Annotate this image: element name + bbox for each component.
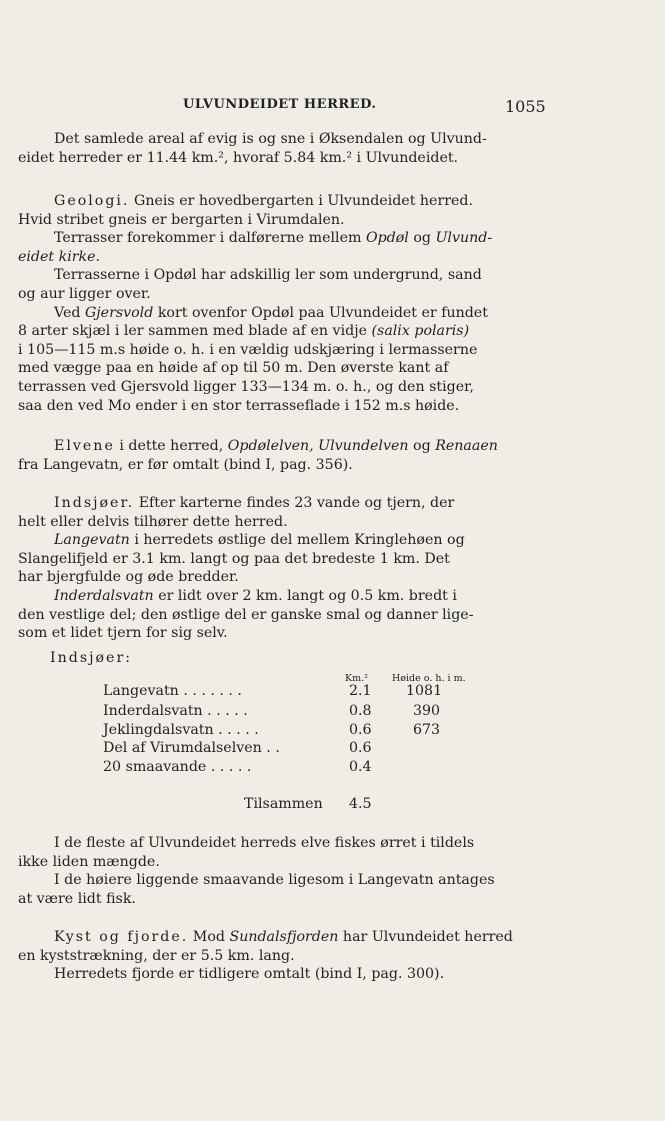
paragraph-area — [18, 130, 540, 167]
text-line: den vestlige del; den østlige del er ganske smal og danner lige- — [18, 606, 474, 623]
running-header: ULVUNDEIDET HERRED. — [183, 97, 377, 112]
text-line: og aur ligger over. — [18, 285, 151, 302]
section-heading: Geologi. — [54, 193, 130, 209]
total-value: 4.5 — [349, 796, 372, 812]
column-header-km: Km.² — [345, 673, 368, 684]
text-line: saa den ved Mo ender i en stor terrasseflade i 152 m.s høide. — [18, 397, 460, 414]
text-line: I de høiere liggende smaavande ligesom i Langevatn antages — [54, 872, 495, 889]
text-line: eidet kirke. — [18, 248, 101, 265]
table-cell-km: 2.1 — [349, 683, 372, 699]
table-cell-hoide: 673 — [413, 722, 441, 738]
section-indsjoer — [18, 494, 540, 643]
table-cell-hoide: 1081 — [406, 683, 443, 699]
table-label: Indsjøer: — [50, 650, 133, 666]
text-line: Geologi. Gneis er hovedbergarten i Ulvundeidet herred. — [54, 193, 474, 209]
section-heading: Indsjøer. — [54, 495, 135, 511]
section-heading: Kyst og fjorde. — [54, 929, 189, 945]
text-line: Terrasser forekommer i dalførerne mellem Opdøl og Ulvund- — [54, 230, 493, 247]
text-line: Inderdalsvatn er lidt over 2 km. langt og 0.5 km. bredt i — [54, 587, 457, 604]
text-line: en kyststrækning, der er 5.5 km. lang. — [18, 947, 295, 964]
text-line: eidet herreder er 11.44 km.², hvoraf 5.84 km.² i Ulvundeidet. — [18, 149, 459, 166]
text-line: helt eller delvis tilhører dette herred. — [18, 513, 288, 530]
table-cell-km: 0.4 — [349, 759, 372, 775]
table-cell-km: 0.6 — [349, 740, 372, 756]
table-cell-hoide: 390 — [413, 703, 441, 719]
text-line: fra Langevatn, er før omtalt (bind I, pag. 356). — [18, 456, 353, 473]
text-line: 8 arter skjæl i ler sammen med blade af en vidje (salix polaris) — [18, 323, 470, 340]
text-line: som et lidet tjern for sig selv. — [18, 625, 228, 642]
text-line: i 105—115 m.s høide o. h. i en vældig udskjæring i lermasserne — [18, 341, 478, 358]
table-row-name: 20 smaavande . . . . . — [103, 759, 252, 775]
table-row-name: Del af Virumdalselven . . — [103, 740, 280, 756]
section-kyst — [18, 928, 540, 984]
text-line: Indsjøer. Efter karterne findes 23 vande og tjern, der — [54, 495, 455, 511]
text-line: Herredets fjorde er tidligere omtalt (bind I, pag. 300). — [54, 966, 445, 983]
table-row-name: Jeklingdalsvatn . . . . . — [103, 722, 259, 738]
section-fiske — [18, 834, 540, 908]
section-geologi — [18, 192, 540, 415]
column-header-hoide: Høide o. h. i m. — [392, 673, 466, 684]
text-line: Ved Gjersvold kort ovenfor Opdøl paa Ulvundeidet er fundet — [54, 304, 488, 321]
text-line: terrassen ved Gjersvold ligger 133—134 m. o. h., og den stiger, — [18, 378, 474, 395]
text-line: har bjergfulde og øde bredder. — [18, 569, 239, 586]
text-line: Langevatn i herredets østlige del mellem Kringlehøen og — [54, 532, 465, 549]
section-elvene — [18, 437, 540, 474]
total-label: Tilsammen — [244, 796, 323, 812]
text-line: Det samlede areal af evig is og sne i Øksendalen og Ulvund- — [54, 131, 487, 147]
text-line: Kyst og fjorde. Mod Sundalsfjorden har Ulvundeidet herred — [54, 929, 513, 945]
table-row-name: Langevatn . . . . . . . — [103, 683, 242, 699]
text-line: med vægge paa en høide af op til 50 m. Den øverste kant af — [18, 360, 449, 377]
page-number: 1055 — [505, 97, 546, 116]
text-line: I de fleste af Ulvundeidet herreds elve fiskes ørret i tildels — [54, 835, 475, 851]
text-line: at være lidt fisk. — [18, 890, 136, 907]
text-line: ikke liden mængde. — [18, 853, 160, 870]
text-line: Terrasserne i Opdøl har adskillig ler som undergrund, sand — [54, 267, 482, 284]
table-cell-km: 0.6 — [349, 722, 372, 738]
text-line: Elvene i dette herred, Opdølelven, Ulvundelven og Renaaen — [54, 438, 498, 454]
table-cell-km: 0.8 — [349, 703, 372, 719]
text-line: Slangelifjeld er 3.1 km. langt og paa det bredeste 1 km. Det — [18, 550, 450, 567]
text-line: Hvid stribet gneis er bergarten i Virumdalen. — [18, 211, 345, 228]
section-heading: Elvene — [54, 438, 115, 454]
table-row-name: Inderdalsvatn . . . . . — [103, 703, 248, 719]
